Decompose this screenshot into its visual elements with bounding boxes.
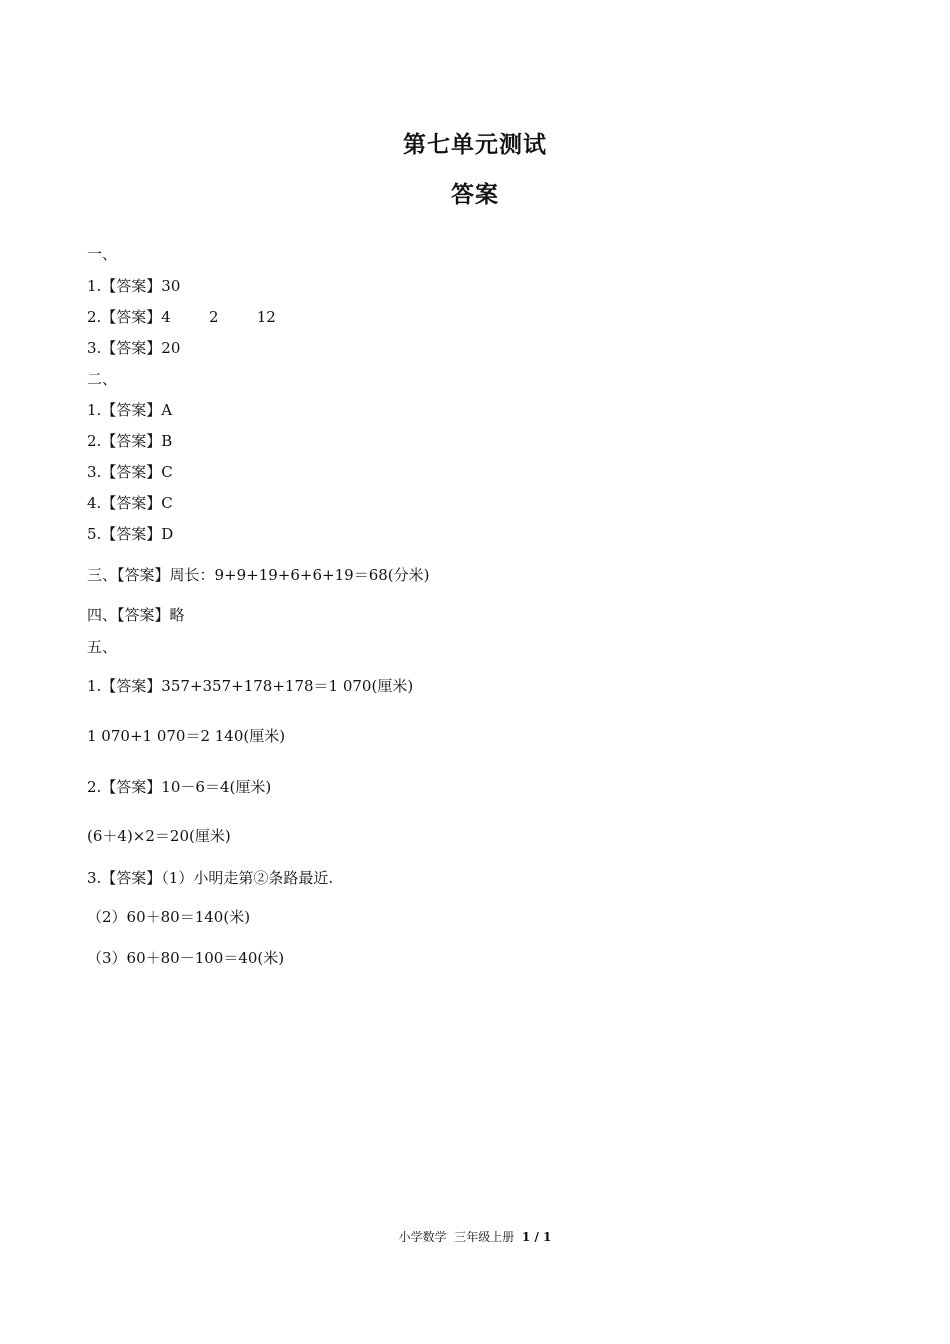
- answer-line: 1 070+1 070＝2 140(厘米): [87, 727, 286, 745]
- answer-line: 3.【答案】20: [87, 339, 181, 357]
- answer-line: (6＋4)×2＝20(厘米): [87, 827, 231, 845]
- answer-line: 1.【答案】A: [87, 401, 173, 419]
- page-title: 第七单元测试: [403, 132, 547, 158]
- answer-line: 2.【答案】B: [87, 432, 173, 450]
- section-3-answer: 三、【答案】周长：9+9+19+6+6+19＝68(分米): [87, 566, 430, 584]
- answer-line: （3）60＋80－100＝40(米): [87, 949, 285, 967]
- page-subtitle: 答案: [451, 182, 499, 208]
- answer-line: 3.【答案】C: [87, 463, 173, 481]
- page-number: 1 / 1: [521, 1230, 552, 1244]
- answer-line: 3.【答案】（1）小明走第②条路最近.: [87, 869, 334, 887]
- answer-line: 4.【答案】C: [87, 494, 173, 512]
- answer-line: 5.【答案】D: [87, 525, 174, 543]
- answer-line: 1.【答案】30: [87, 277, 181, 295]
- page-footer: [0, 1228, 950, 1245]
- section-heading-5: 五、: [87, 638, 118, 656]
- answer-line: 1.【答案】357+357+178+178＝1 070(厘米): [87, 677, 414, 695]
- answer-line: 2.【答案】4 2 12: [87, 308, 276, 326]
- section-heading-1: 一、: [87, 245, 118, 263]
- footer-text: 小学数学 三年级上册: [398, 1230, 515, 1244]
- section-4-answer: 四、【答案】略: [87, 606, 185, 624]
- answer-line: （2）60＋80＝140(米): [87, 908, 251, 926]
- section-heading-2: 二、: [87, 370, 118, 388]
- answer-line: 2.【答案】10－6＝4(厘米): [87, 778, 272, 796]
